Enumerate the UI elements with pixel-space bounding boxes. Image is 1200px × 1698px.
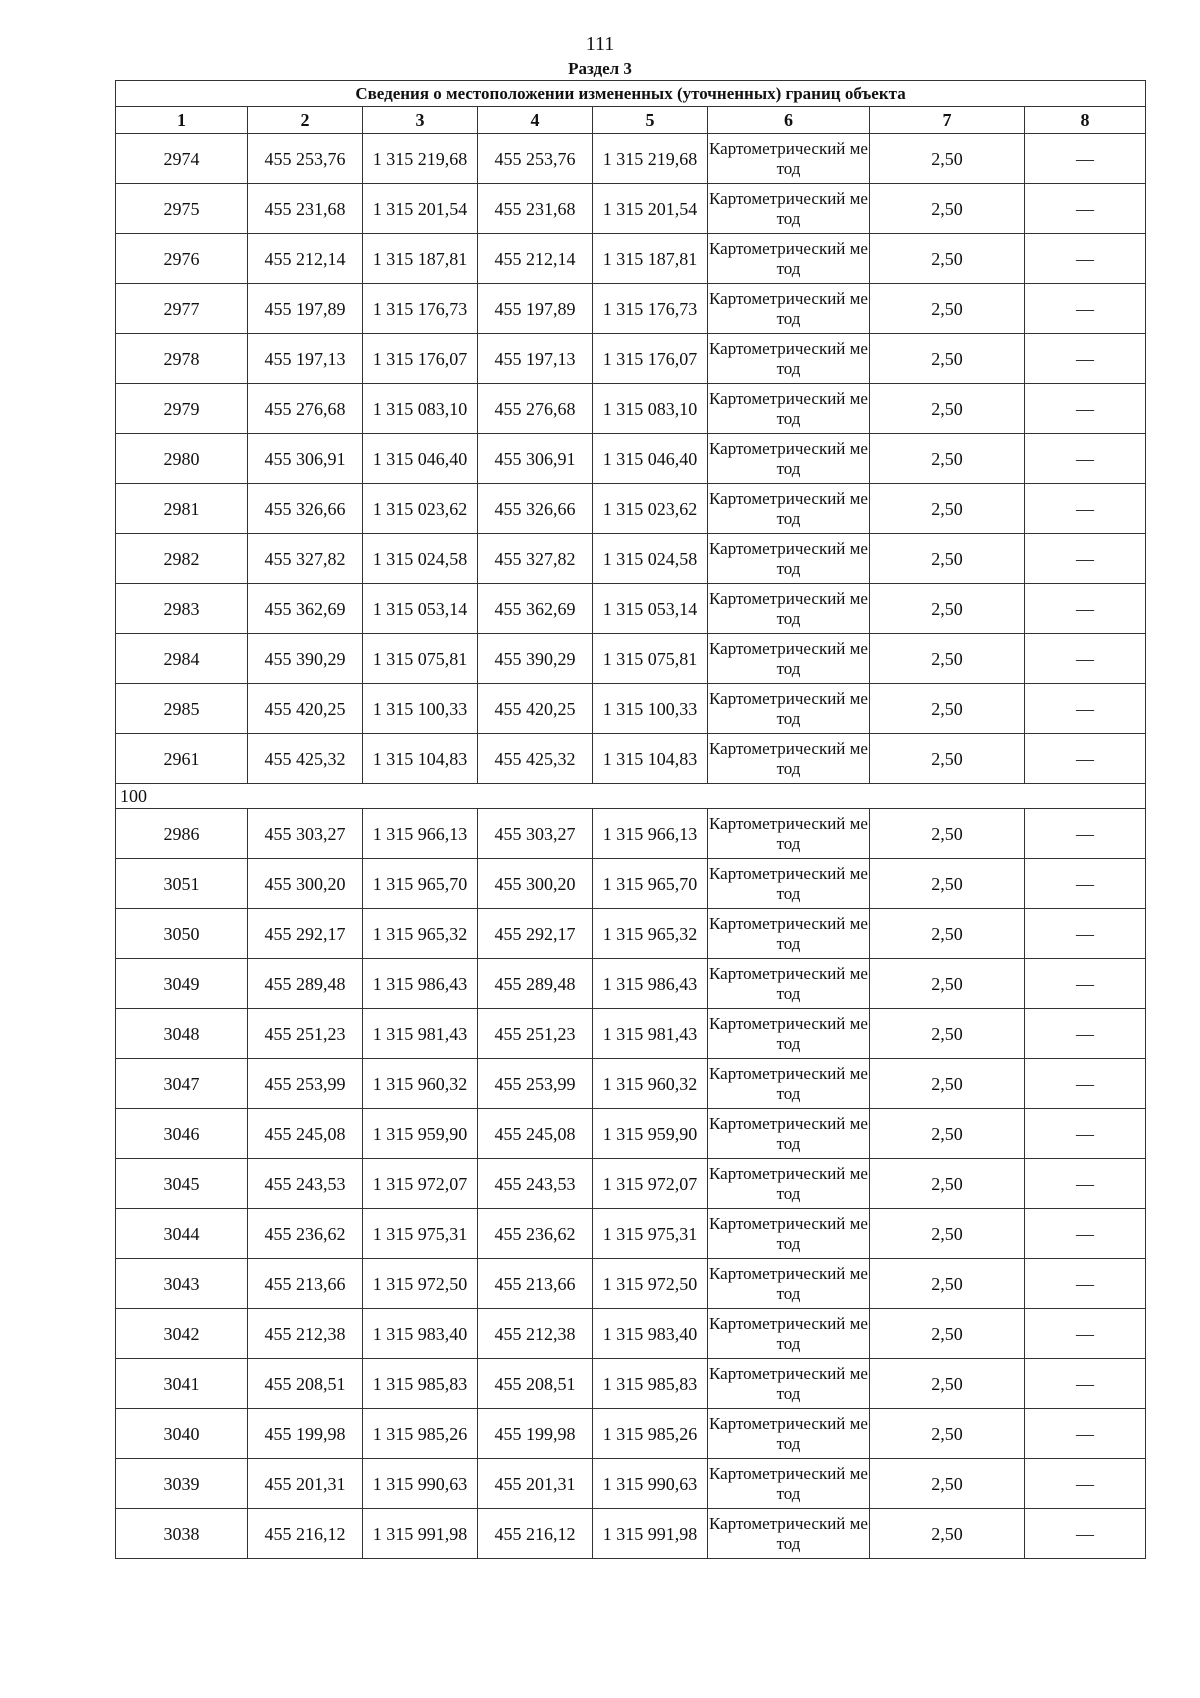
table-cell-col-3: 1 315 991,98 bbox=[363, 1509, 478, 1559]
table-row bbox=[116, 284, 1146, 334]
table-cell-col-8: — bbox=[1025, 1409, 1146, 1459]
table-cell-col-5: 1 315 985,83 bbox=[593, 1359, 708, 1409]
table-row bbox=[116, 809, 1146, 859]
table-cell-col-6: Картометрический метод bbox=[708, 809, 870, 859]
table-row bbox=[116, 384, 1146, 434]
table-cell-col-5: 1 315 024,58 bbox=[593, 534, 708, 584]
table-cell-col-4: 455 303,27 bbox=[478, 809, 593, 859]
table-row bbox=[116, 1009, 1146, 1059]
table-cell-col-1: 2981 bbox=[116, 484, 248, 534]
table-cell-col-2: 455 197,13 bbox=[248, 334, 363, 384]
table-cell-col-2: 455 245,08 bbox=[248, 1109, 363, 1159]
table-cell-col-7: 2,50 bbox=[870, 634, 1025, 684]
table-row bbox=[116, 334, 1146, 384]
table-cell-col-4: 455 306,91 bbox=[478, 434, 593, 484]
table-cell-col-1: 2975 bbox=[116, 184, 248, 234]
column-header-3: 3 bbox=[363, 107, 478, 134]
table-cell-col-7: 2,50 bbox=[870, 684, 1025, 734]
table-cell-col-1: 2986 bbox=[116, 809, 248, 859]
table-cell-col-1: 3044 bbox=[116, 1209, 248, 1259]
group-label-row bbox=[116, 784, 1146, 809]
table-cell-col-7: 2,50 bbox=[870, 1459, 1025, 1509]
table-cell-col-8: — bbox=[1025, 734, 1146, 784]
table-cell-col-2: 455 201,31 bbox=[248, 1459, 363, 1509]
table-cell-col-8: — bbox=[1025, 234, 1146, 284]
table-cell-col-1: 2979 bbox=[116, 384, 248, 434]
table-cell-col-7: 2,50 bbox=[870, 959, 1025, 1009]
table-cell-col-2: 455 253,99 bbox=[248, 1059, 363, 1109]
table-cell-col-6: Картометрический метод bbox=[708, 184, 870, 234]
table-cell-col-7: 2,50 bbox=[870, 1359, 1025, 1409]
table-cell-col-4: 455 216,12 bbox=[478, 1509, 593, 1559]
table-cell-col-5: 1 315 023,62 bbox=[593, 484, 708, 534]
table-cell-col-7: 2,50 bbox=[870, 1509, 1025, 1559]
table-cell-col-4: 455 245,08 bbox=[478, 1109, 593, 1159]
table-cell-col-8: — bbox=[1025, 1059, 1146, 1109]
table-cell-col-1: 3042 bbox=[116, 1309, 248, 1359]
table-cell-col-6: Картометрический метод bbox=[708, 434, 870, 484]
table-cell-col-3: 1 315 965,32 bbox=[363, 909, 478, 959]
table-cell-col-2: 455 243,53 bbox=[248, 1159, 363, 1209]
table-cell-col-5: 1 315 104,83 bbox=[593, 734, 708, 784]
table-cell-col-7: 2,50 bbox=[870, 1159, 1025, 1209]
table-cell-col-1: 3038 bbox=[116, 1509, 248, 1559]
table-cell-col-6: Картометрический метод bbox=[708, 334, 870, 384]
table-cell-col-3: 1 315 075,81 bbox=[363, 634, 478, 684]
table-cell-col-2: 455 253,76 bbox=[248, 134, 363, 184]
table-cell-col-7: 2,50 bbox=[870, 1259, 1025, 1309]
table-row bbox=[116, 484, 1146, 534]
table-cell-col-7: 2,50 bbox=[870, 809, 1025, 859]
table-row bbox=[116, 1109, 1146, 1159]
table-row bbox=[116, 959, 1146, 1009]
table-cell-col-3: 1 315 187,81 bbox=[363, 234, 478, 284]
table-cell-col-3: 1 315 986,43 bbox=[363, 959, 478, 1009]
column-header-4: 4 bbox=[478, 107, 593, 134]
table-cell-col-3: 1 315 975,31 bbox=[363, 1209, 478, 1259]
table-cell-col-8: — bbox=[1025, 1359, 1146, 1409]
table-cell-col-1: 2974 bbox=[116, 134, 248, 184]
table-cell-col-8: — bbox=[1025, 859, 1146, 909]
table-title-row bbox=[116, 81, 1146, 107]
table-cell-col-6: Картометрический метод bbox=[708, 859, 870, 909]
table-cell-col-3: 1 315 960,32 bbox=[363, 1059, 478, 1109]
table-cell-col-6: Картометрический метод bbox=[708, 1409, 870, 1459]
table-cell-col-8: — bbox=[1025, 434, 1146, 484]
table-cell-col-5: 1 315 046,40 bbox=[593, 434, 708, 484]
table-cell-col-2: 455 208,51 bbox=[248, 1359, 363, 1409]
table-cell-col-2: 455 420,25 bbox=[248, 684, 363, 734]
table-cell-col-3: 1 315 959,90 bbox=[363, 1109, 478, 1159]
table-cell-col-2: 455 289,48 bbox=[248, 959, 363, 1009]
table-cell-col-8: — bbox=[1025, 1009, 1146, 1059]
table-cell-col-4: 455 326,66 bbox=[478, 484, 593, 534]
table-cell-col-4: 455 390,29 bbox=[478, 634, 593, 684]
table-cell-col-4: 455 425,32 bbox=[478, 734, 593, 784]
table-cell-col-7: 2,50 bbox=[870, 134, 1025, 184]
boundary-coordinates-table bbox=[115, 80, 1146, 1559]
table-cell-col-3: 1 315 024,58 bbox=[363, 534, 478, 584]
table-cell-col-8: — bbox=[1025, 334, 1146, 384]
table-cell-col-5: 1 315 972,50 bbox=[593, 1259, 708, 1309]
table-cell-col-8: — bbox=[1025, 1309, 1146, 1359]
table-row bbox=[116, 909, 1146, 959]
table-cell-col-2: 455 306,91 bbox=[248, 434, 363, 484]
column-header-7: 7 bbox=[870, 107, 1025, 134]
table-cell-col-8: — bbox=[1025, 809, 1146, 859]
table-cell-col-3: 1 315 972,07 bbox=[363, 1159, 478, 1209]
table-cell-col-4: 455 300,20 bbox=[478, 859, 593, 909]
section-title: Раздел 3 bbox=[568, 59, 632, 78]
table-row bbox=[116, 1209, 1146, 1259]
table-cell-col-7: 2,50 bbox=[870, 584, 1025, 634]
table-row bbox=[116, 734, 1146, 784]
table-cell-col-1: 3051 bbox=[116, 859, 248, 909]
table-cell-col-3: 1 315 985,83 bbox=[363, 1359, 478, 1409]
table-cell-col-4: 455 197,89 bbox=[478, 284, 593, 334]
table-cell-col-8: — bbox=[1025, 1109, 1146, 1159]
table-cell-col-8: — bbox=[1025, 1259, 1146, 1309]
table-cell-col-7: 2,50 bbox=[870, 434, 1025, 484]
table-cell-col-6: Картометрический метод bbox=[708, 1359, 870, 1409]
table-cell-col-1: 3041 bbox=[116, 1359, 248, 1409]
column-header-6: 6 bbox=[708, 107, 870, 134]
table-cell-col-3: 1 315 053,14 bbox=[363, 584, 478, 634]
table-cell-col-6: Картометрический метод bbox=[708, 1459, 870, 1509]
table-cell-col-7: 2,50 bbox=[870, 1009, 1025, 1059]
table-cell-col-5: 1 315 981,43 bbox=[593, 1009, 708, 1059]
table-cell-col-8: — bbox=[1025, 1159, 1146, 1209]
table-row bbox=[116, 1259, 1146, 1309]
table-cell-col-3: 1 315 100,33 bbox=[363, 684, 478, 734]
table-cell-col-5: 1 315 965,32 bbox=[593, 909, 708, 959]
table-cell-col-5: 1 315 965,70 bbox=[593, 859, 708, 909]
table-cell-col-3: 1 315 981,43 bbox=[363, 1009, 478, 1059]
table-cell-col-2: 455 197,89 bbox=[248, 284, 363, 334]
table-cell-col-6: Картометрический метод bbox=[708, 684, 870, 734]
table-cell-col-6: Картометрический метод bbox=[708, 1059, 870, 1109]
table-cell-col-3: 1 315 023,62 bbox=[363, 484, 478, 534]
table-cell-col-4: 455 231,68 bbox=[478, 184, 593, 234]
table-cell-col-5: 1 315 083,10 bbox=[593, 384, 708, 434]
table-cell-col-8: — bbox=[1025, 534, 1146, 584]
table-cell-col-4: 455 362,69 bbox=[478, 584, 593, 634]
column-header-row bbox=[116, 107, 1146, 134]
table-cell-col-5: 1 315 959,90 bbox=[593, 1109, 708, 1159]
table-cell-col-5: 1 315 201,54 bbox=[593, 184, 708, 234]
table-cell-col-1: 2983 bbox=[116, 584, 248, 634]
table-cell-col-7: 2,50 bbox=[870, 859, 1025, 909]
table-cell-col-7: 2,50 bbox=[870, 384, 1025, 434]
table-cell-col-5: 1 315 975,31 bbox=[593, 1209, 708, 1259]
table-cell-col-3: 1 315 966,13 bbox=[363, 809, 478, 859]
table-cell-col-8: — bbox=[1025, 1209, 1146, 1259]
table-cell-col-3: 1 315 983,40 bbox=[363, 1309, 478, 1359]
table-cell-col-3: 1 315 104,83 bbox=[363, 734, 478, 784]
table-cell-col-5: 1 315 983,40 bbox=[593, 1309, 708, 1359]
group-label: 100 bbox=[116, 784, 1146, 809]
table-cell-col-5: 1 315 985,26 bbox=[593, 1409, 708, 1459]
table-cell-col-1: 3048 bbox=[116, 1009, 248, 1059]
table-cell-col-1: 3050 bbox=[116, 909, 248, 959]
table-row bbox=[116, 859, 1146, 909]
table-cell-col-8: — bbox=[1025, 1459, 1146, 1509]
table-cell-col-5: 1 315 986,43 bbox=[593, 959, 708, 1009]
table-row bbox=[116, 184, 1146, 234]
table-cell-col-5: 1 315 990,63 bbox=[593, 1459, 708, 1509]
table-row bbox=[116, 1059, 1146, 1109]
column-header-8: 8 bbox=[1025, 107, 1146, 134]
table-cell-col-8: — bbox=[1025, 959, 1146, 1009]
table-cell-col-5: 1 315 176,07 bbox=[593, 334, 708, 384]
table-cell-col-2: 455 327,82 bbox=[248, 534, 363, 584]
table-row bbox=[116, 1359, 1146, 1409]
table-cell-col-7: 2,50 bbox=[870, 1409, 1025, 1459]
table-cell-col-7: 2,50 bbox=[870, 284, 1025, 334]
table-cell-col-2: 455 390,29 bbox=[248, 634, 363, 684]
table-cell-col-1: 3040 bbox=[116, 1409, 248, 1459]
table-cell-col-5: 1 315 991,98 bbox=[593, 1509, 708, 1559]
table-cell-col-6: Картометрический метод bbox=[708, 734, 870, 784]
table-cell-col-1: 3047 bbox=[116, 1059, 248, 1109]
table-cell-col-4: 455 292,17 bbox=[478, 909, 593, 959]
table-cell-col-5: 1 315 053,14 bbox=[593, 584, 708, 634]
table-row bbox=[116, 134, 1146, 184]
table-cell-col-3: 1 315 972,50 bbox=[363, 1259, 478, 1309]
table-cell-col-1: 3039 bbox=[116, 1459, 248, 1509]
table-cell-col-4: 455 276,68 bbox=[478, 384, 593, 434]
table-cell-col-6: Картометрический метод bbox=[708, 534, 870, 584]
table-row bbox=[116, 1309, 1146, 1359]
table-cell-col-6: Картометрический метод bbox=[708, 909, 870, 959]
table-cell-col-5: 1 315 075,81 bbox=[593, 634, 708, 684]
table-cell-col-3: 1 315 201,54 bbox=[363, 184, 478, 234]
table-cell-col-4: 455 199,98 bbox=[478, 1409, 593, 1459]
table-cell-col-1: 2961 bbox=[116, 734, 248, 784]
table-cell-col-5: 1 315 960,32 bbox=[593, 1059, 708, 1109]
table-row bbox=[116, 1409, 1146, 1459]
table-cell-col-4: 455 208,51 bbox=[478, 1359, 593, 1409]
table-cell-col-1: 3043 bbox=[116, 1259, 248, 1309]
table-cell-col-5: 1 315 972,07 bbox=[593, 1159, 708, 1209]
page-number: 111 bbox=[585, 33, 615, 55]
table-cell-col-1: 2980 bbox=[116, 434, 248, 484]
table-row bbox=[116, 534, 1146, 584]
table-cell-col-5: 1 315 219,68 bbox=[593, 134, 708, 184]
table-row bbox=[116, 1509, 1146, 1559]
table-cell-col-1: 3045 bbox=[116, 1159, 248, 1209]
table-cell-col-4: 455 251,23 bbox=[478, 1009, 593, 1059]
table-cell-col-6: Картометрический метод bbox=[708, 959, 870, 1009]
table-cell-col-3: 1 315 176,73 bbox=[363, 284, 478, 334]
table-cell-col-4: 455 327,82 bbox=[478, 534, 593, 584]
table-cell-col-5: 1 315 176,73 bbox=[593, 284, 708, 334]
table-row bbox=[116, 634, 1146, 684]
table-cell-col-8: — bbox=[1025, 909, 1146, 959]
table-cell-col-2: 455 362,69 bbox=[248, 584, 363, 634]
table-cell-col-8: — bbox=[1025, 184, 1146, 234]
table-cell-col-2: 455 276,68 bbox=[248, 384, 363, 434]
table-cell-col-4: 455 236,62 bbox=[478, 1209, 593, 1259]
table-cell-col-3: 1 315 083,10 bbox=[363, 384, 478, 434]
table-cell-col-8: — bbox=[1025, 584, 1146, 634]
table-cell-col-4: 455 420,25 bbox=[478, 684, 593, 734]
table-cell-col-5: 1 315 187,81 bbox=[593, 234, 708, 284]
table-cell-col-8: — bbox=[1025, 634, 1146, 684]
table-row bbox=[116, 234, 1146, 284]
table-cell-col-4: 455 253,76 bbox=[478, 134, 593, 184]
table-cell-col-7: 2,50 bbox=[870, 484, 1025, 534]
table-cell-col-6: Картометрический метод bbox=[708, 1209, 870, 1259]
table-cell-col-2: 455 303,27 bbox=[248, 809, 363, 859]
table-cell-col-6: Картометрический метод bbox=[708, 1109, 870, 1159]
table-row bbox=[116, 684, 1146, 734]
table-cell-col-8: — bbox=[1025, 284, 1146, 334]
table-cell-col-2: 455 212,38 bbox=[248, 1309, 363, 1359]
table-cell-col-4: 455 197,13 bbox=[478, 334, 593, 384]
table-cell-col-8: — bbox=[1025, 1509, 1146, 1559]
table-row bbox=[116, 1459, 1146, 1509]
table-cell-col-2: 455 231,68 bbox=[248, 184, 363, 234]
table-row bbox=[116, 1159, 1146, 1209]
table-cell-col-6: Картометрический метод bbox=[708, 234, 870, 284]
table-cell-col-1: 2978 bbox=[116, 334, 248, 384]
table-cell-col-6: Картометрический метод bbox=[708, 284, 870, 334]
table-cell-col-3: 1 315 046,40 bbox=[363, 434, 478, 484]
table-cell-col-6: Картометрический метод bbox=[708, 384, 870, 434]
table-cell-col-2: 455 212,14 bbox=[248, 234, 363, 284]
table-cell-col-2: 455 425,32 bbox=[248, 734, 363, 784]
table-cell-col-4: 455 213,66 bbox=[478, 1259, 593, 1309]
table-cell-col-7: 2,50 bbox=[870, 334, 1025, 384]
table-cell-col-1: 2976 bbox=[116, 234, 248, 284]
table-row bbox=[116, 434, 1146, 484]
table-cell-col-5: 1 315 100,33 bbox=[593, 684, 708, 734]
table-cell-col-5: 1 315 966,13 bbox=[593, 809, 708, 859]
table-cell-col-2: 455 326,66 bbox=[248, 484, 363, 534]
table-cell-col-6: Картометрический метод bbox=[708, 1159, 870, 1209]
table-cell-col-2: 455 199,98 bbox=[248, 1409, 363, 1459]
table-cell-col-6: Картометрический метод bbox=[708, 1259, 870, 1309]
table-cell-col-6: Картометрический метод bbox=[708, 584, 870, 634]
table-cell-col-2: 455 300,20 bbox=[248, 859, 363, 909]
table-cell-col-7: 2,50 bbox=[870, 1059, 1025, 1109]
table-cell-col-7: 2,50 bbox=[870, 184, 1025, 234]
table-cell-col-4: 455 289,48 bbox=[478, 959, 593, 1009]
table-cell-col-7: 2,50 bbox=[870, 909, 1025, 959]
table-cell-col-8: — bbox=[1025, 684, 1146, 734]
table-cell-col-7: 2,50 bbox=[870, 1309, 1025, 1359]
table-cell-col-4: 455 243,53 bbox=[478, 1159, 593, 1209]
table-title: Сведения о местоположении измененных (уточненных) границ объекта bbox=[116, 81, 1146, 107]
table-cell-col-2: 455 236,62 bbox=[248, 1209, 363, 1259]
table-cell-col-6: Картометрический метод bbox=[708, 484, 870, 534]
table-row bbox=[116, 584, 1146, 634]
table-cell-col-1: 2984 bbox=[116, 634, 248, 684]
table-cell-col-4: 455 253,99 bbox=[478, 1059, 593, 1109]
table-cell-col-7: 2,50 bbox=[870, 1109, 1025, 1159]
table-cell-col-3: 1 315 219,68 bbox=[363, 134, 478, 184]
table-cell-col-6: Картометрический метод bbox=[708, 634, 870, 684]
table-cell-col-7: 2,50 bbox=[870, 534, 1025, 584]
table-cell-col-4: 455 201,31 bbox=[478, 1459, 593, 1509]
table-cell-col-3: 1 315 990,63 bbox=[363, 1459, 478, 1509]
table-cell-col-2: 455 213,66 bbox=[248, 1259, 363, 1309]
table-cell-col-7: 2,50 bbox=[870, 1209, 1025, 1259]
table-cell-col-1: 2985 bbox=[116, 684, 248, 734]
table-cell-col-1: 2977 bbox=[116, 284, 248, 334]
table-cell-col-8: — bbox=[1025, 384, 1146, 434]
table-cell-col-6: Картометрический метод bbox=[708, 134, 870, 184]
table-cell-col-2: 455 292,17 bbox=[248, 909, 363, 959]
column-header-1: 1 bbox=[116, 107, 248, 134]
table-cell-col-7: 2,50 bbox=[870, 234, 1025, 284]
table-cell-col-1: 2982 bbox=[116, 534, 248, 584]
table-cell-col-6: Картометрический метод bbox=[708, 1309, 870, 1359]
table-cell-col-3: 1 315 965,70 bbox=[363, 859, 478, 909]
table-cell-col-1: 3049 bbox=[116, 959, 248, 1009]
table-cell-col-6: Картометрический метод bbox=[708, 1509, 870, 1559]
column-header-5: 5 bbox=[593, 107, 708, 134]
table-cell-col-2: 455 251,23 bbox=[248, 1009, 363, 1059]
table-cell-col-7: 2,50 bbox=[870, 734, 1025, 784]
table-cell-col-4: 455 212,38 bbox=[478, 1309, 593, 1359]
table-cell-col-3: 1 315 985,26 bbox=[363, 1409, 478, 1459]
table-cell-col-4: 455 212,14 bbox=[478, 234, 593, 284]
table-body bbox=[116, 134, 1146, 1559]
column-header-2: 2 bbox=[248, 107, 363, 134]
table-cell-col-6: Картометрический метод bbox=[708, 1009, 870, 1059]
table-cell-col-1: 3046 bbox=[116, 1109, 248, 1159]
table-cell-col-3: 1 315 176,07 bbox=[363, 334, 478, 384]
table-cell-col-8: — bbox=[1025, 484, 1146, 534]
table-cell-col-8: — bbox=[1025, 134, 1146, 184]
table-cell-col-2: 455 216,12 bbox=[248, 1509, 363, 1559]
